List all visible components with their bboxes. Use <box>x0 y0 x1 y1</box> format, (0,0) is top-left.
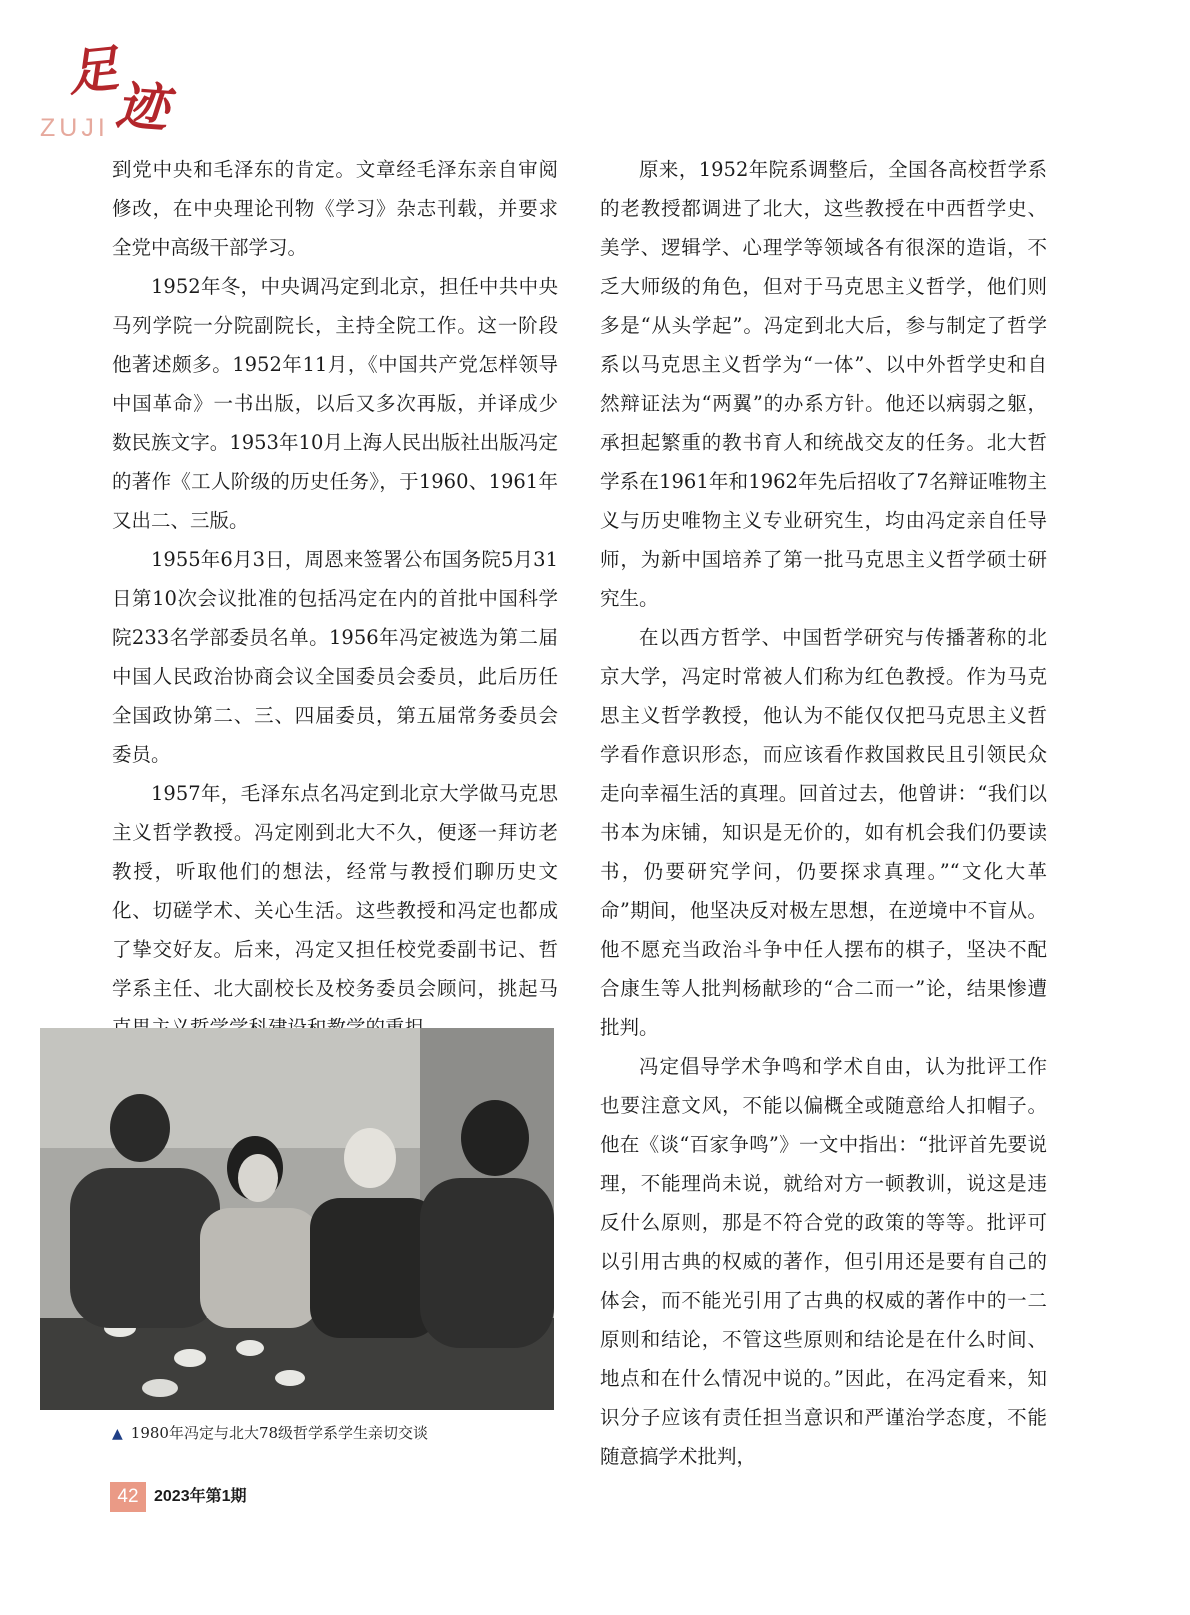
historical-photo <box>40 1028 554 1410</box>
photo-caption <box>112 1422 428 1445</box>
caption-text: 1980年冯定与北大78级哲学系学生亲切交谈 <box>130 1424 429 1442</box>
paragraph: 冯定倡导学术争鸣和学术自由，认为批评工作也要注意文风，不能以偏概全或随意给人扣帽子。他在《谈“百家争鸣”》一文中指出：“批评首先要说理，不能理尚未说，就给对方一顿教训，说这是违反什么原则，那是不符合党的政策的等等。批评可以引用古典的权威的著作，但引用还是要有自己的体会，而不能光引用了古典的权威的著作中的一二原则和结论，不管这些原则和结论是在什么时间、地点和在什么情况中说的。”因此，在冯定看来，知识分子应该有责任担当意识和严谨治学态度，不能随意搞学术批判， <box>600 1055 1047 1468</box>
article-right-column <box>600 150 1047 1476</box>
paragraph: 到党中央和毛泽东的肯定。文章经毛泽东亲自审阅修改，在中央理论刊物《学习》杂志刊载，并要求全党中高级干部学习。 <box>112 158 558 259</box>
logo-latin: ZUJI <box>40 114 109 142</box>
photo-illustration <box>40 1028 554 1410</box>
paragraph: 1952年冬，中央调冯定到北京，担任中共中央马列学院一分院副院长，主持全院工作。这一阶段他著述颇多。1952年11月，《中国共产党怎样领导中国革命》一书出版，以后又多次再版，并译成少数民族文字。1953年10月上海人民出版社出版冯定的著作《工人阶级的历史任务》，于1960、1961年又出二、三版。 <box>112 275 558 532</box>
issue-label: 2023年第1期 <box>154 1488 247 1505</box>
page-number: 42 <box>110 1482 146 1512</box>
page-footer <box>110 1482 330 1512</box>
paragraph: 原来，1952年院系调整后，全国各高校哲学系的老教授都调进了北大，这些教授在中西哲学史、美学、逻辑学、心理学等领域各有很深的造诣，不乏大师级的角色，但对于马克思主义哲学，他们则多是“从头学起”。冯定到北大后，参与制定了哲学系以马克思主义哲学为“一体”、以中外哲学史和自然辩证法为“两翼”的办系方针。他还以病弱之躯，承担起繁重的教书育人和统战交友的任务。北大哲学系在1961年和1962年先后招收了7名辩证唯物主义与历史唯物主义专业研究生，均由冯定亲自任导师，为新中国培养了第一批马克思主义哲学硕士研究生。 <box>600 158 1047 610</box>
magazine-logo <box>38 38 188 146</box>
logo-char-zu: 足 <box>65 38 121 103</box>
caption-triangle-icon: ▲ <box>112 1426 123 1442</box>
paragraph: 在以西方哲学、中国哲学研究与传播著称的北京大学，冯定时常被人们称为红色教授。作为马克思主义哲学教授，他认为不能仅仅把马克思主义哲学看作意识形态，而应该看作救国救民且引领民众走向幸福生活的真理。回首过去，他曾讲：“我们以书本为床铺，知识是无价的，如有机会我们仍要读书，仍要研究学问，仍要探求真理。”“文化大革命”期间，他坚决反对极左思想，在逆境中不盲从。他不愿充当政治斗争中任人摆布的棋子，坚决不配合康生等人批判杨献珍的“合二而一”论，结果惨遭批判。 <box>600 626 1047 1039</box>
paragraph: 1957年，毛泽东点名冯定到北京大学做马克思主义哲学教授。冯定刚到北大不久，便逐一拜访老教授，听取他们的想法，经常与教授们聊历史文化、切磋学术、关心生活。这些教授和冯定也都成了挚交好友。后来，冯定又担任校党委副书记、哲学系主任、北大副校长及校务委员会顾问，挑起马 <box>112 782 558 1000</box>
article-left-column <box>112 150 558 1047</box>
logo-char-ji: 迹 <box>113 75 171 140</box>
paragraph: 1955年6月3日，周恩来签署公布国务院5月31日第10次会议批准的包括冯定在内的首批中国科学院233名学部委员名单。1956年冯定被选为第二届中国人民政治协商会议全国委员会委员，此后历任全国政协第二、三、四届委员，第五届常务委员会委员。 <box>112 548 558 766</box>
